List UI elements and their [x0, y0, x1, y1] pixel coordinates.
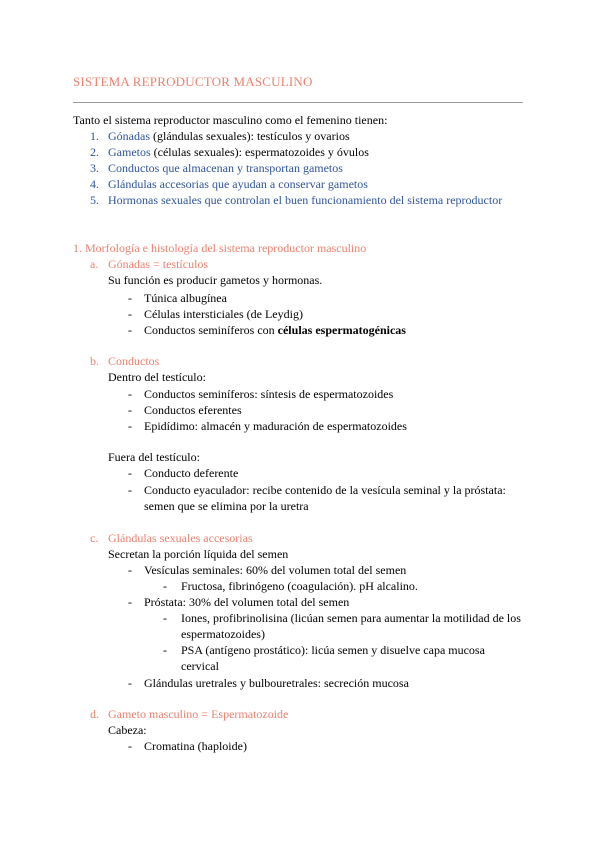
list-number: 1. — [90, 129, 99, 143]
bullet-item: Epidídimo: almacén y maduración de espermatozoides — [144, 419, 407, 433]
bullet-dash: - — [128, 466, 132, 480]
sub-bullet-dash: - — [163, 611, 167, 625]
bullet-item: Conductos eferentes — [144, 403, 242, 417]
bullet-item: Vesículas seminales: 60% del volumen total del semen — [144, 563, 407, 577]
list-item: Hormonas sexuales que controlan el buen funcionamiento del sistema reproductor — [108, 193, 503, 207]
subsection-letter: c. — [90, 531, 99, 545]
list-item-lead: Gónadas — [108, 129, 150, 143]
bullet-dash: - — [128, 595, 132, 609]
list-number: 5. — [90, 193, 99, 207]
bullet-dash: - — [128, 676, 132, 690]
section-heading: 1. Morfología e histología del sistema reproductor masculino — [73, 241, 367, 255]
page-title: SISTEMA REPRODUCTOR MASCULINO — [73, 74, 313, 89]
bullet-item: Glándulas uretrales y bulbouretrales: secreción mucosa — [144, 676, 409, 690]
bullet-item: Conductos seminíferos: síntesis de espermatozoides — [144, 387, 394, 401]
sub-bullet-dash: - — [163, 579, 167, 593]
subsection-letter: b. — [90, 354, 99, 368]
list-item — [108, 128, 350, 144]
bullet-item-prefix: Conductos seminíferos con — [144, 323, 278, 337]
bullet-item: Células intersticiales (de Leydig) — [144, 307, 303, 321]
list-number: 2. — [90, 145, 99, 159]
subsection-desc: Dentro del testículo: — [108, 370, 206, 384]
subsection-desc: Fuera del testículo: — [108, 450, 200, 464]
intro-text: Tanto el sistema reproductor masculino como el femenino tienen: — [73, 113, 388, 127]
bullet-dash: - — [128, 403, 132, 417]
bullet-dash: - — [128, 291, 132, 305]
bullet-dash: - — [128, 307, 132, 321]
subsection-title: Gónadas = testículos — [108, 257, 209, 271]
bullet-dash: - — [128, 739, 132, 753]
sub-bullet-dash: - — [163, 643, 167, 657]
sub-bullet-item-continued: cervical — [181, 659, 219, 673]
bullet-dash: - — [128, 323, 132, 337]
bullet-dash: - — [128, 387, 132, 401]
bullet-item: Túnica albugínea — [144, 291, 227, 305]
list-item — [108, 144, 369, 160]
subsection-title: Conductos — [108, 354, 160, 368]
title-divider — [73, 102, 523, 103]
subsection-title: Glándulas sexuales accesorias — [108, 531, 253, 545]
sub-bullet-item: PSA (antígeno prostático): licúa semen y disuelve capa mucosa — [181, 643, 485, 657]
bullet-dash: - — [128, 419, 132, 433]
list-item: Glándulas accesorias que ayudan a conservar gametos — [108, 177, 368, 191]
list-number: 3. — [90, 161, 99, 175]
bullet-item-bold: células espermatogénicas — [277, 323, 406, 337]
sub-bullet-item-continued: espermatozoides) — [181, 627, 265, 641]
list-item-rest: (células sexuales): espermatozoides y óvulos — [150, 145, 369, 159]
subsection-desc: Su función es producir gametos y hormonas. — [108, 273, 323, 287]
bullet-dash: - — [128, 483, 132, 497]
list-item-lead: Gametos — [108, 145, 151, 159]
subsection-letter: d. — [90, 707, 99, 721]
subsection-desc: Secretan la porción líquida del semen — [108, 547, 289, 561]
sub-bullet-item: Iones, profibrinolisina (licúan semen para aumentar la motilidad de los — [181, 611, 521, 625]
subsection-desc: Cabeza: — [108, 723, 147, 737]
list-item-rest: (glándulas sexuales): testículos y ovarios — [150, 129, 350, 143]
bullet-item: Conducto eyaculador: recibe contenido de la vesícula seminal y la próstata: — [144, 483, 506, 497]
bullet-item — [144, 322, 406, 338]
bullet-item-continued: semen que se elimina por la uretra — [144, 499, 309, 513]
bullet-dash: - — [128, 563, 132, 577]
bullet-item: Conducto deferente — [144, 466, 239, 480]
subsection-title: Gameto masculino = Espermatozoide — [108, 707, 289, 721]
sub-bullet-item: Fructosa, fibrinógeno (coagulación). pH alcalino. — [181, 579, 418, 593]
list-item: Conductos que almacenan y transportan gametos — [108, 161, 343, 175]
bullet-item: Cromatina (haploide) — [144, 739, 247, 753]
subsection-letter: a. — [90, 257, 99, 271]
list-number: 4. — [90, 177, 99, 191]
bullet-item: Próstata: 30% del volumen total del semen — [144, 595, 350, 609]
